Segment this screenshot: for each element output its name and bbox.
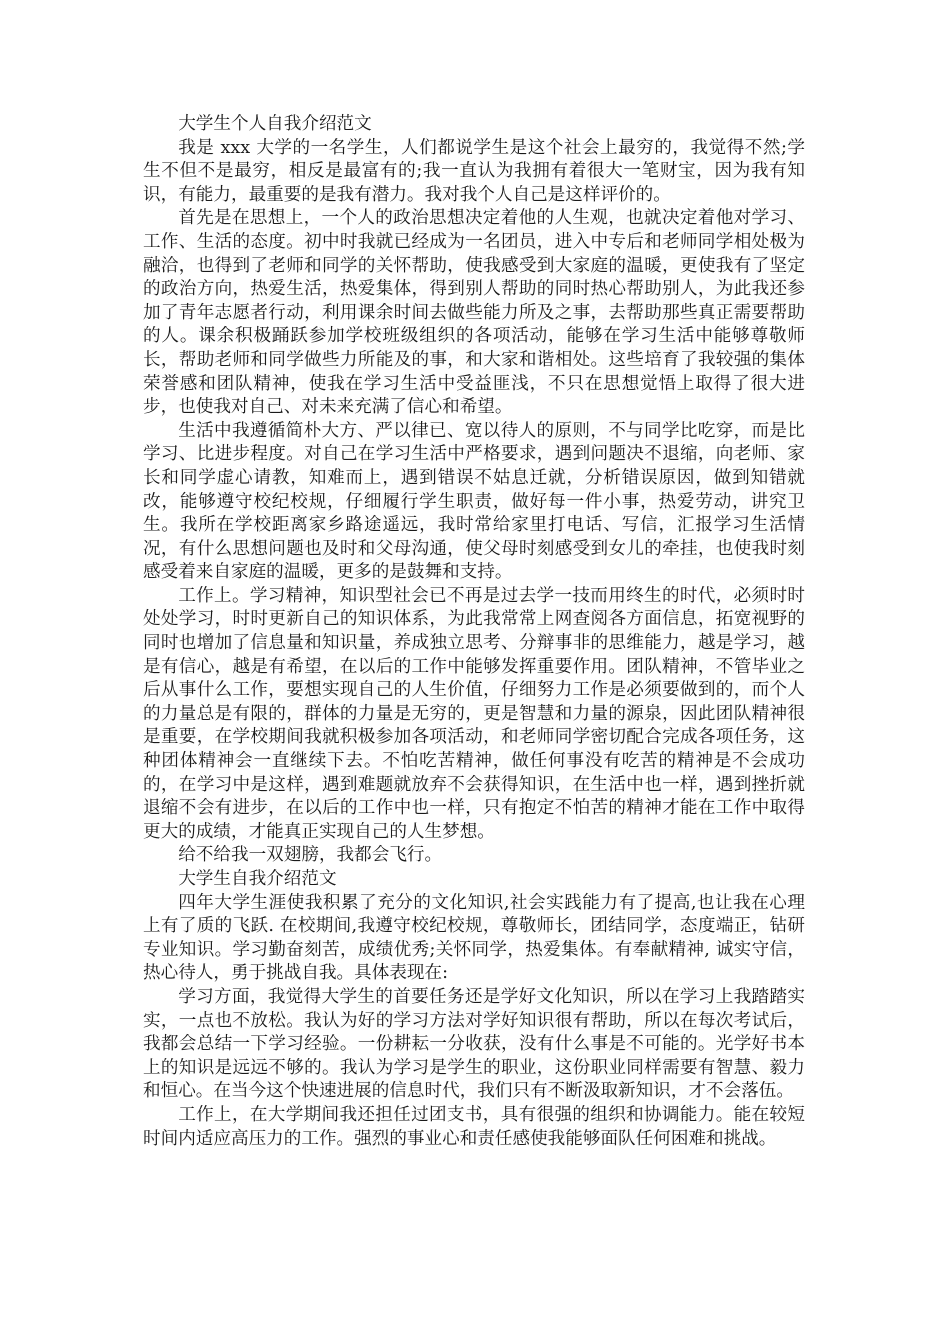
paragraph: 给不给我一双翅膀，我都会飞行。 [178,845,443,866]
paragraph: 生活中我遵循简朴大方、严以律已、宽以待人的原则，不与同学比吃穿，而是比学习、比进步程度。对自己在学习生活中严格要求，遇到问题决不退缩，向老师、家长和同学虚心请教，知难而上，遇到错误不姑息迁就，分析错误原因，做到知错就改，能够遵守校纪校规，仔细履行学生职责，做好每一件小事，热爱劳动，讲究卫生。我所在学校距离家乡路途遥远，我时常给家里打电话、写信，汇报学习生活情况，有什么思想问题也及时和父母沟通，使父母时刻感受到女儿的牵挂，也使我时刻感受着来自家庭的温暖，更多的是鼓舞和支持。 [143,420,805,583]
paragraph: 首先是在思想上，一个人的政治思想决定着他的人生观，也就决定着他对学习、工作、生活的态度。初中时我就已经成为一名团员，进入中专后和老师同学相处极为融洽，也得到了老师和同学的关怀帮助，使我感受到大家庭的温暖，更使我有了坚定的政治方向，热爱生活，热爱集体，得到别人帮助的同时热心帮助别人，为此我还参加了青年志愿者行动，利用课余时间去做些能力所及之事，去帮助那些真正需要帮助的人。课余积极踊跃参加学校班级组织的各项活动，能够在学习生活中能够尊敬师长，帮助老师和同学做些力所能及的事，和大家和谐相处。这些培育了我较强的集体荣誉感和团队精神，使我在学习生活中受益匪浅，不只在思想觉悟上取得了很大进步，也使我对自己、对未来充满了信心和希望。 [143,208,805,418]
paragraph: 工作上，在大学期间我还担任过团支书，具有很强的组织和协调能力。能在较短时间内适应高压力的工作。强烈的事业心和责任感使我能够面队任何困难和挑战。 [143,1104,805,1149]
section-title-1: 大学生个人自我介绍范文 [178,114,372,134]
paragraph: 学习方面，我觉得大学生的首要任务还是学好文化知识，所以在学习上我踏踏实实，一点也不放松。我认为好的学习方法对学好知识很有帮助，所以在每次考试后，我都会总结一下学习经验。一份耕耘一分收获，没有什么事是不可能的。光学好书本上的知识是远远不够的。我认为学习是学生的职业，这份职业同样需要有智慧、毅力和恒心。在当今这个快速进展的信息时代，我们只有不断汲取新知识，才不会落伍。 [143,986,805,1102]
paragraph: 工作上。学习精神，知识型社会已不再是过去学一技而用终生的时代，必须时时处处学习，时时更新自己的知识体系，为此我常常上网查阅各方面信息，拓宽视野的同时也增加了信息量和知识量，养成独立思考、分辩事非的思维能力，越是学习，越是有信心，越是有希望，在以后的工作中能够发挥重要作用。团队精神，不管毕业之后从事什么工作，要想实现自己的人生价值，仔细努力工作是必须要做到的，而个人的力量总是有限的，群体的力量是无穷的，更是智慧和力量的源泉，因此团队精神很是重要，在学校期间我就积极参加各项活动，和老师同学密切配合完成各项任务，这种团体精神会一直继续下去。不怕吃苦精神，做任何事没有吃苦的精神是不会成功的，在学习中是这样，遇到难题就放弃不会获得知识，在生活中也一样，遇到挫折就退缩不会有进步，在以后的工作中也一样，只有抱定不怕苦的精神才能在工作中取得更大的成绩，才能真正实现自己的人生梦想。 [143,585,805,842]
paragraph: 四年大学生涯使我积累了充分的文化知识,社会实践能力有了提高,也让我在心理上有了质的飞跃. 在校期间,我遵守校纪校规，尊敬师长，团结同学，态度端正，钻研专业知识。学习勤奋刻苦，成绩优秀;关怀同学，热爱集体。有奉献精神, 诚实守信，热心待人，勇于挑战自我。具体表现在: [143,892,805,984]
section-title-2: 大学生自我介绍范文 [178,869,337,889]
paragraph: 我是 xxx 大学的一名学生，人们都说学生是这个社会上最穷的，我觉得不然;学生不但不是最穷，相反是最富有的;我一直认为我拥有着很大一笔财宝，因为我有知识，有能力，最重要的是我有潜力。我对我个人自己是这样评价的。 [143,137,805,205]
document-body [143,113,805,1151]
